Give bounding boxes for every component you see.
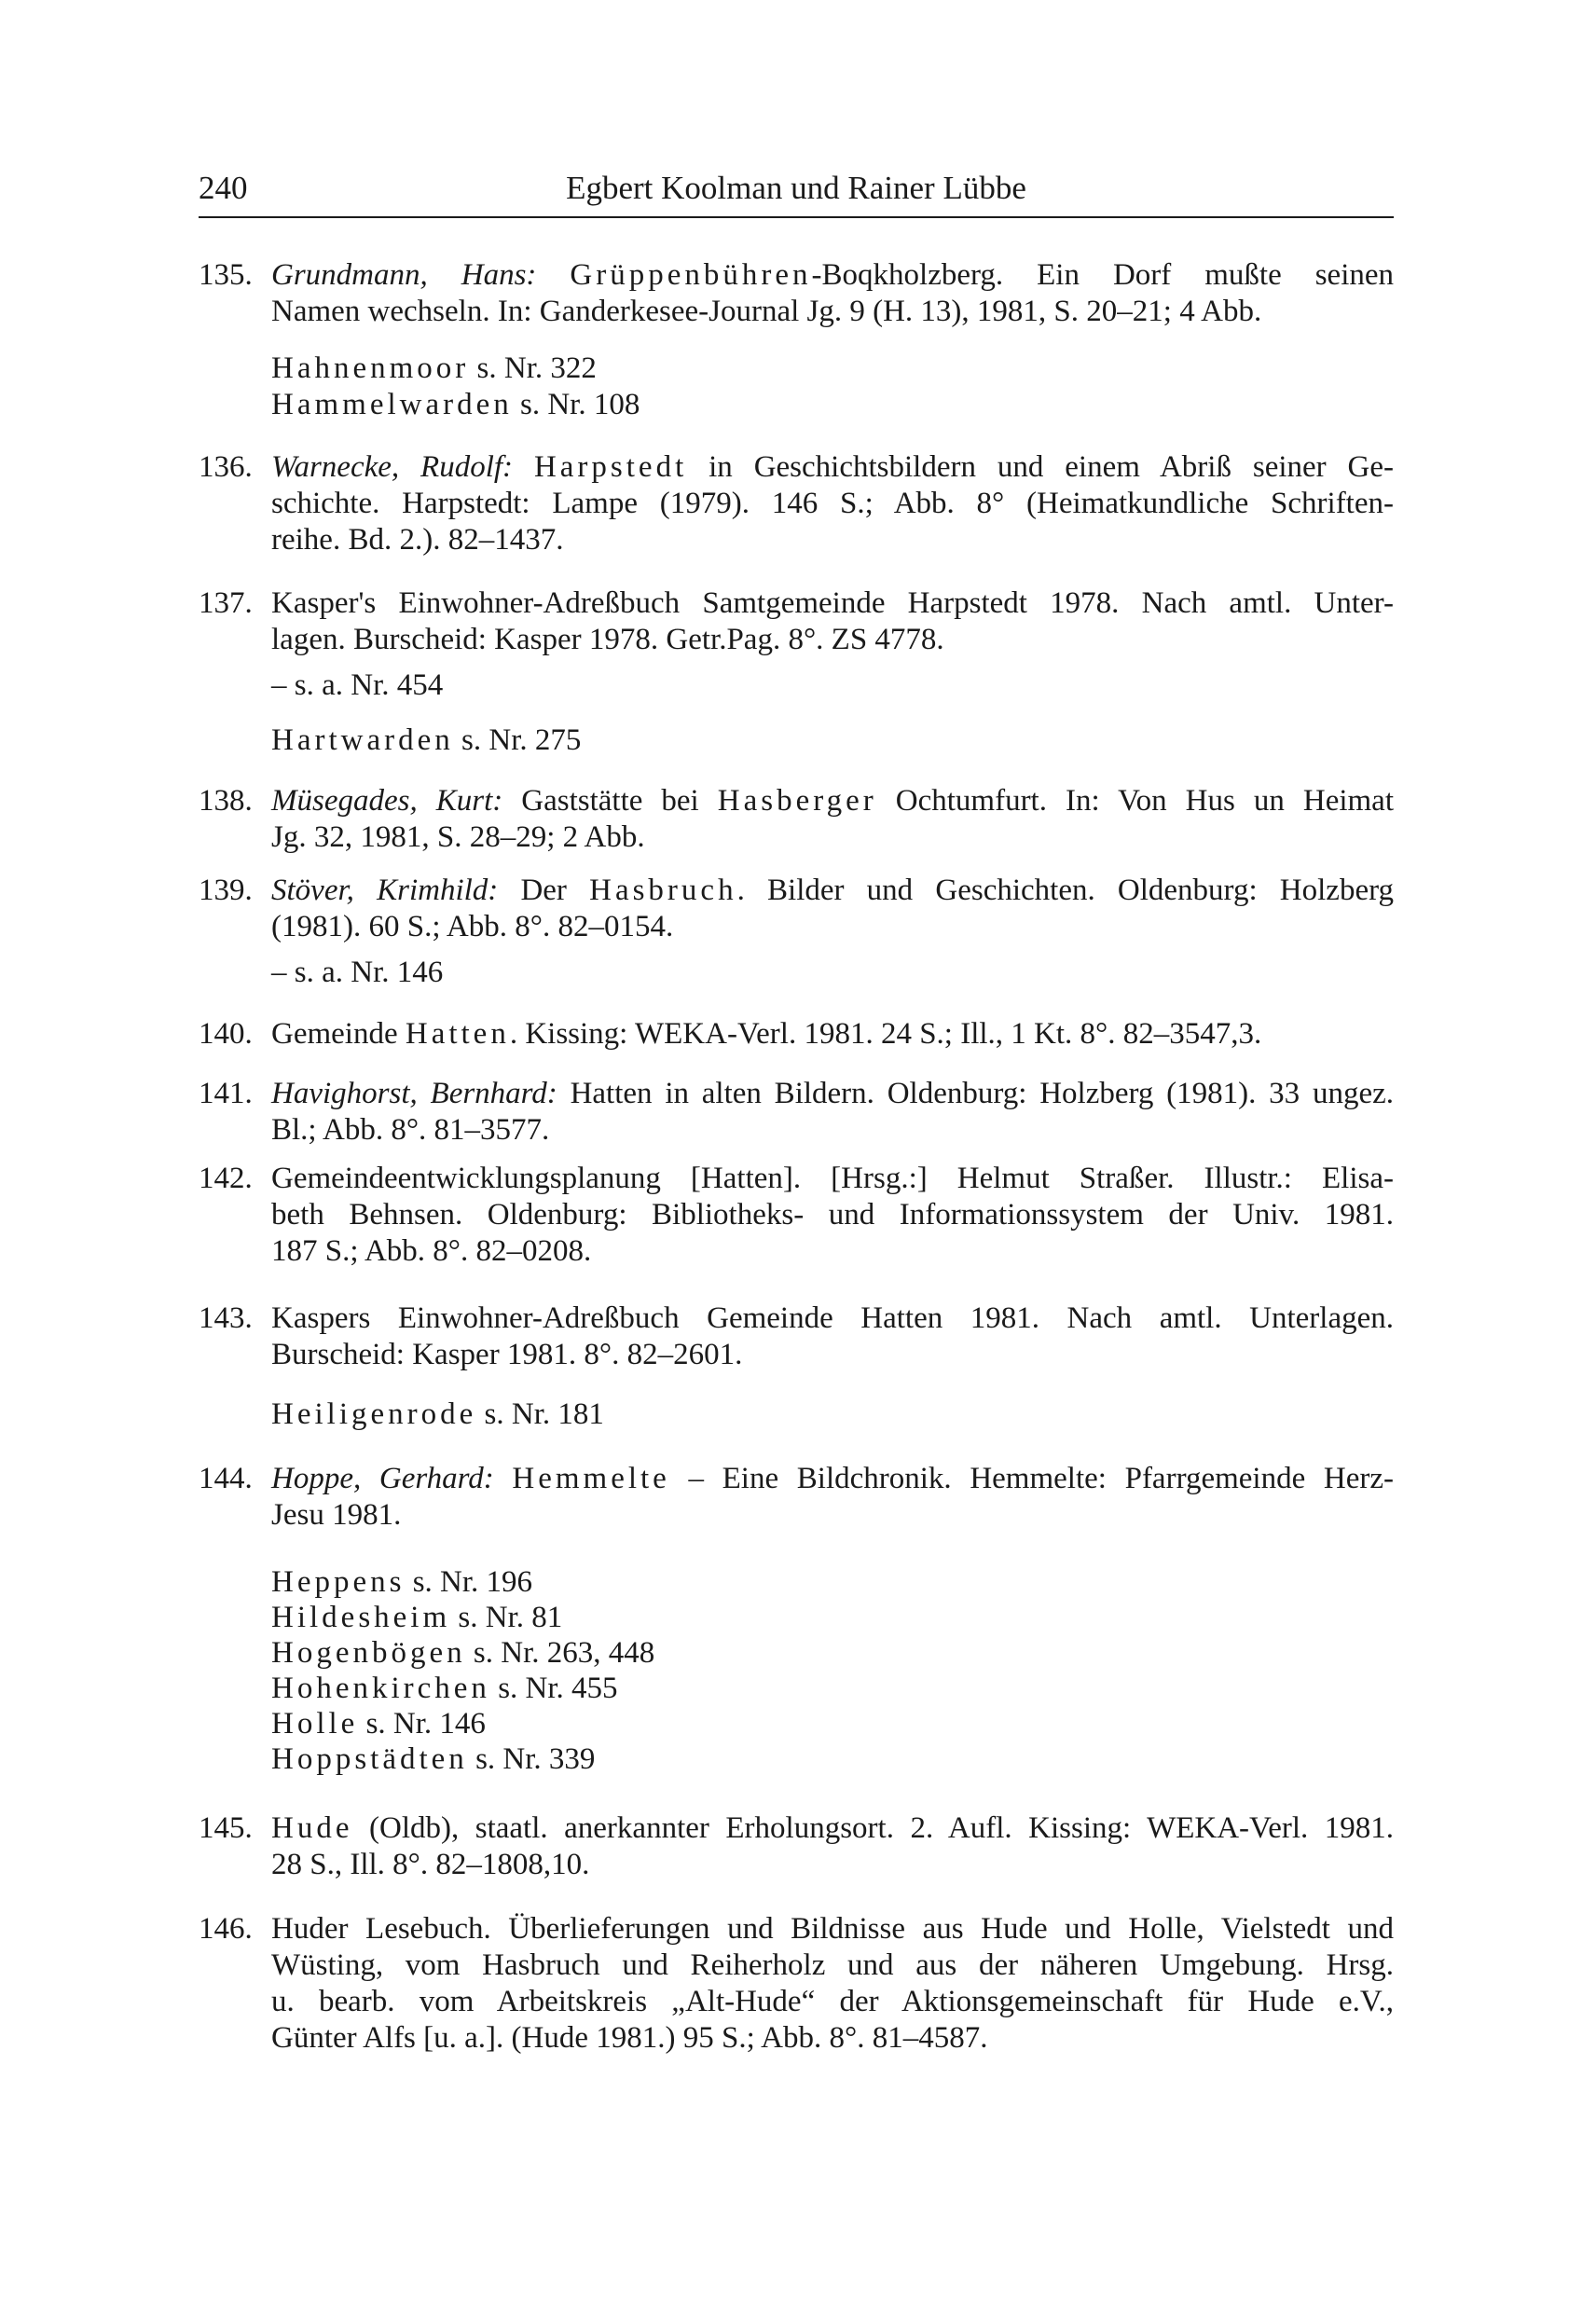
entry-text: Grundmann, Hans: Grüppenbühren-Boqkholzberg. Ein Dorf mußte seinen Namen wechseln. In: Ganderkesee-Journal Jg. 9 (H. 13), 1981, S. 20–21; 4 Abb. bbox=[271, 258, 1395, 328]
entry-text: Warnecke, Rudolf: Harpstedt in Geschichtsbildern und einem Abriß seiner Ge- schichte. Harpstedt: Lampe (1979). 146 S.; Abb. 8° (Heimatkundliche Schriften- reihe. Bd. 2.). 82–1437. bbox=[271, 450, 1395, 557]
entry-author: Warnecke, Rudolf: bbox=[271, 450, 514, 484]
cross-reference-hahnenmoor: Hahnenmoor s. Nr. 322 bbox=[271, 351, 597, 385]
bibliography-entry-140 bbox=[199, 1016, 1394, 1053]
entry-text: Müsegades, Kurt: Gaststätte bei Hasberger Ochtumfurt. In: Von Hus un Heimat Jg. 32, 1981, S. 28–29; 2 Abb. bbox=[271, 784, 1394, 854]
entry-author: Müsegades, Kurt: bbox=[271, 784, 503, 818]
bibliography-entry-136 bbox=[199, 449, 1394, 558]
entry-text: Gemeindeentwicklungsplanung [Hatten]. [Hrsg.:] Helmut Straßer. Illustr.: Elisa- beth Behnsen. Oldenburg: Bibliotheks- und Informationssystem der Univ. 1981. 187 S.; Abb. 8°. 82–0208. bbox=[271, 1162, 1394, 1268]
entry-number: 142. bbox=[199, 1162, 253, 1195]
bibliography-entry-135 bbox=[199, 257, 1394, 330]
entry-place: Hude bbox=[271, 1811, 353, 1845]
running-head: Egbert Koolman und Rainer Lübbe bbox=[566, 170, 1026, 206]
cross-reference-heiligenrode: Heiligenrode s. Nr. 181 bbox=[271, 1397, 604, 1431]
page-number: 240 bbox=[199, 170, 248, 206]
entry-text: Hoppe, Gerhard: Hemmelte – Eine Bildchronik. Hemmelte: Pfarrgemeinde Herz- Jesu 1981. bbox=[271, 1462, 1394, 1532]
entry-text: Gemeinde Hatten. Kissing: WEKA-Verl. 1981. 24 S.; Ill., 1 Kt. 8°. 82–3547,3. bbox=[271, 1017, 1262, 1051]
entry-number: 135. bbox=[199, 258, 253, 292]
entry-number: 145. bbox=[199, 1811, 253, 1845]
entry-text: Havighorst, Bernhard: Hatten in alten Bildern. Oldenburg: Holzberg (1981). 33 ungez. Bl.; Abb. 8°. 81–3577. bbox=[271, 1077, 1394, 1147]
bibliography-entry-145 bbox=[199, 1810, 1394, 1883]
entry-text: Kaspers Einwohner-Adreßbuch Gemeinde Hatten 1981. Nach amtl. Unterlagen. Burscheid: Kasper 1981. 8°. 82–2601. bbox=[271, 1301, 1394, 1371]
entry-author: Grundmann, Hans: bbox=[271, 258, 537, 292]
bibliography-entry-138 bbox=[199, 783, 1394, 856]
cross-reference-hogenboegen: Hogenbögen s. Nr. 263, 448 bbox=[271, 1636, 655, 1670]
bibliography-entry-142 bbox=[199, 1161, 1394, 1270]
entry-place: Harpstedt bbox=[533, 450, 688, 484]
entry-place: Hasbruch bbox=[589, 874, 737, 907]
entry-number: 140. bbox=[199, 1017, 253, 1051]
cross-reference-hoppstaedten: Hoppstädten s. Nr. 339 bbox=[271, 1742, 596, 1776]
entry-place: Hasberger bbox=[717, 784, 877, 818]
entry-author: Hoppe, Gerhard: bbox=[271, 1462, 494, 1495]
see-also: – s. a. Nr. 146 bbox=[271, 956, 444, 989]
cross-reference-holle: Holle s. Nr. 146 bbox=[271, 1707, 486, 1741]
entry-place: Hemmelte bbox=[512, 1462, 670, 1495]
entry-place: Hatten bbox=[405, 1017, 510, 1051]
bibliography-entry-146 bbox=[199, 1911, 1394, 2057]
entry-number: 137. bbox=[199, 586, 253, 620]
entry-number: 143. bbox=[199, 1301, 253, 1335]
bibliography-entry-143 bbox=[199, 1300, 1394, 1373]
entry-number: 138. bbox=[199, 784, 253, 818]
bibliography-entry-137 bbox=[199, 585, 1394, 704]
cross-reference-hammelwarden: Hammelwarden s. Nr. 108 bbox=[271, 388, 640, 421]
cross-reference-hohenkirchen: Hohenkirchen s. Nr. 455 bbox=[271, 1672, 618, 1705]
entry-text: Kasper's Einwohner-Adreßbuch Samtgemeinde Harpstedt 1978. Nach amtl. Unter- lagen. Burscheid: Kasper 1978. Getr.Pag. 8°. ZS 4778. – s. a. Nr. 454 bbox=[271, 586, 1394, 702]
entry-number: 139. bbox=[199, 874, 253, 907]
entry-text: Stöver, Krimhild: Der Hasbruch. Bilder und Geschichten. Oldenburg: Holzberg (1981). 60 S.; Abb. 8°. 82–0154. – s. a. Nr. 146 bbox=[271, 874, 1394, 989]
cross-reference-hildesheim: Hildesheim s. Nr. 81 bbox=[271, 1601, 563, 1634]
bibliography-entry-139 bbox=[199, 873, 1394, 991]
entry-number: 141. bbox=[199, 1077, 253, 1110]
entry-text: Huder Lesebuch. Überlieferungen und Bildnisse aus Hude und Holle, Vielstedt und Wüsting, vom Hasbruch und Reiherholz und aus der näheren Umgebung. Hrsg. u. bearb. vom Arbeitskreis „Alt-Hude“ der Aktionsgemeinschaft für Hude e.V., Günter Alfs [u. a.]. (Hude 1981.) 95 S.; Abb. 8°. 81–4587. bbox=[271, 1912, 1394, 2055]
cross-reference-heppens: Heppens s. Nr. 196 bbox=[271, 1565, 533, 1599]
entry-number: 136. bbox=[199, 450, 253, 484]
entry-number: 144. bbox=[199, 1462, 253, 1495]
entry-text: Hude (Oldb), staatl. anerkannter Erholungsort. 2. Aufl. Kissing: WEKA-Verl. 1981. 28 S., Ill. 8°. 82–1808,10. bbox=[271, 1811, 1395, 1881]
bibliography-entry-141 bbox=[199, 1076, 1394, 1149]
entry-place: Grüppenbühren bbox=[570, 258, 812, 292]
entry-author: Stöver, Krimhild: bbox=[271, 874, 499, 907]
cross-reference-hartwarden: Hartwarden s. Nr. 275 bbox=[271, 723, 582, 757]
entry-number: 146. bbox=[199, 1912, 253, 1946]
bibliography-entry-144 bbox=[199, 1461, 1394, 1534]
see-also: – s. a. Nr. 454 bbox=[271, 668, 444, 702]
entry-author: Havighorst, Bernhard: bbox=[271, 1077, 557, 1110]
